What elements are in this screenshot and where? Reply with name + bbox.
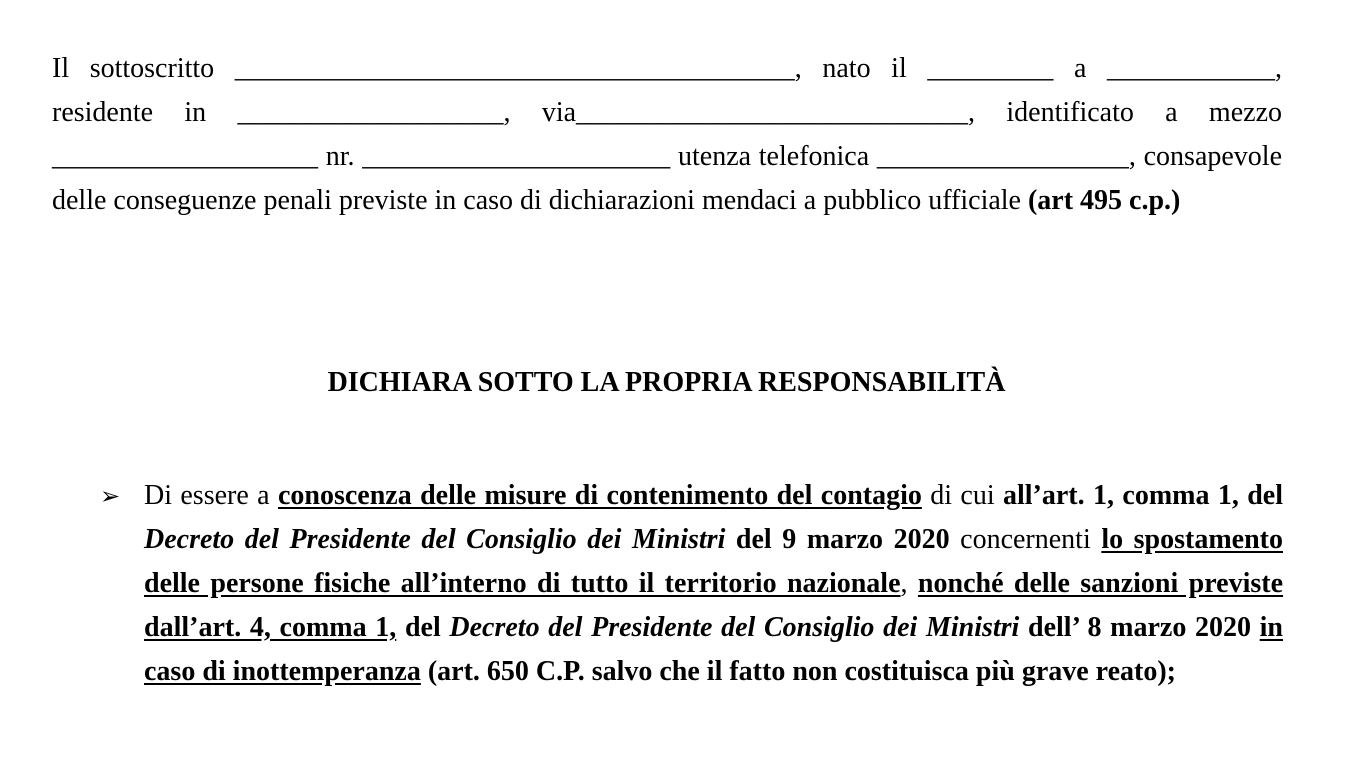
bullet-text xyxy=(144,474,1283,694)
del-label: del xyxy=(396,612,450,643)
article-reference: (art 495 c.p.) xyxy=(1027,185,1181,216)
bullet-text-intro: Di essere a xyxy=(144,480,278,511)
containment-measures-text: conoscenza delle misure di contenimento del contagio xyxy=(277,480,922,511)
identified-label: identificato a mezzo xyxy=(1006,97,1282,128)
arrow-bullet-icon: ➢ xyxy=(100,482,121,510)
id-number-blank-field[interactable]: ______________________ xyxy=(362,141,671,172)
phone-blank-field[interactable]: __________________ xyxy=(876,141,1129,172)
at-label: a xyxy=(1073,53,1087,84)
via-label: , via xyxy=(503,97,577,128)
article-one-ref: all’art. 1, comma 1, del xyxy=(1003,480,1283,511)
born-label: , nato il xyxy=(794,53,907,84)
nr-label: nr. xyxy=(325,141,355,172)
declaration-paragraph xyxy=(52,47,1282,223)
phone-label: utenza telefonica xyxy=(677,141,870,172)
resident-label: , residente in xyxy=(52,53,1283,128)
birthplace-blank-field[interactable]: ____________ xyxy=(1107,53,1276,84)
decree-title-1: Decreto del Presidente del Consiglio dei Ministri xyxy=(144,524,726,555)
id-document-blank-field[interactable]: ___________________ xyxy=(52,141,318,172)
name-blank-field[interactable]: ________________________________________ xyxy=(234,53,795,84)
noncompliance-text: in caso di inottemperanza xyxy=(144,612,1284,687)
movement-text: lo spostamento delle persone fisiche all’interno di tutto il territorio nazionale xyxy=(144,524,1283,599)
decree-title-2: Decreto del Presidente del Consiglio dei Ministri xyxy=(449,612,1020,643)
section-heading: DICHIARA SOTTO LA PROPRIA RESPONSABILITÀ xyxy=(327,367,1006,398)
street-comma: , xyxy=(968,97,976,128)
birthdate-blank-field[interactable]: _________ xyxy=(927,53,1054,84)
article-650-ref: (art. 650 C.P. salvo che il fatto non costituisca più grave reato); xyxy=(420,656,1176,687)
bullet-text-of-which: di cui xyxy=(921,480,1003,511)
residence-blank-field[interactable]: ___________________ xyxy=(237,97,504,128)
decree-date-1: del 9 marzo 2020 xyxy=(725,524,950,555)
concerning-label: concernenti xyxy=(949,524,1102,555)
subject-label: Il sottoscritto xyxy=(52,53,215,84)
comma-separator: , xyxy=(900,568,918,599)
awareness-text: , consapevole delle conseguenze penali previste in caso di dichiarazioni mendaci a pubblico ufficiale xyxy=(52,141,1283,216)
decree-date-2: dell’ 8 marzo 2020 xyxy=(1019,612,1251,643)
space-separator xyxy=(1251,612,1260,643)
street-blank-field[interactable]: ____________________________ xyxy=(576,97,969,128)
sanctions-text: nonché delle sanzioni previste dall’art. 4, comma 1, xyxy=(144,568,1284,643)
